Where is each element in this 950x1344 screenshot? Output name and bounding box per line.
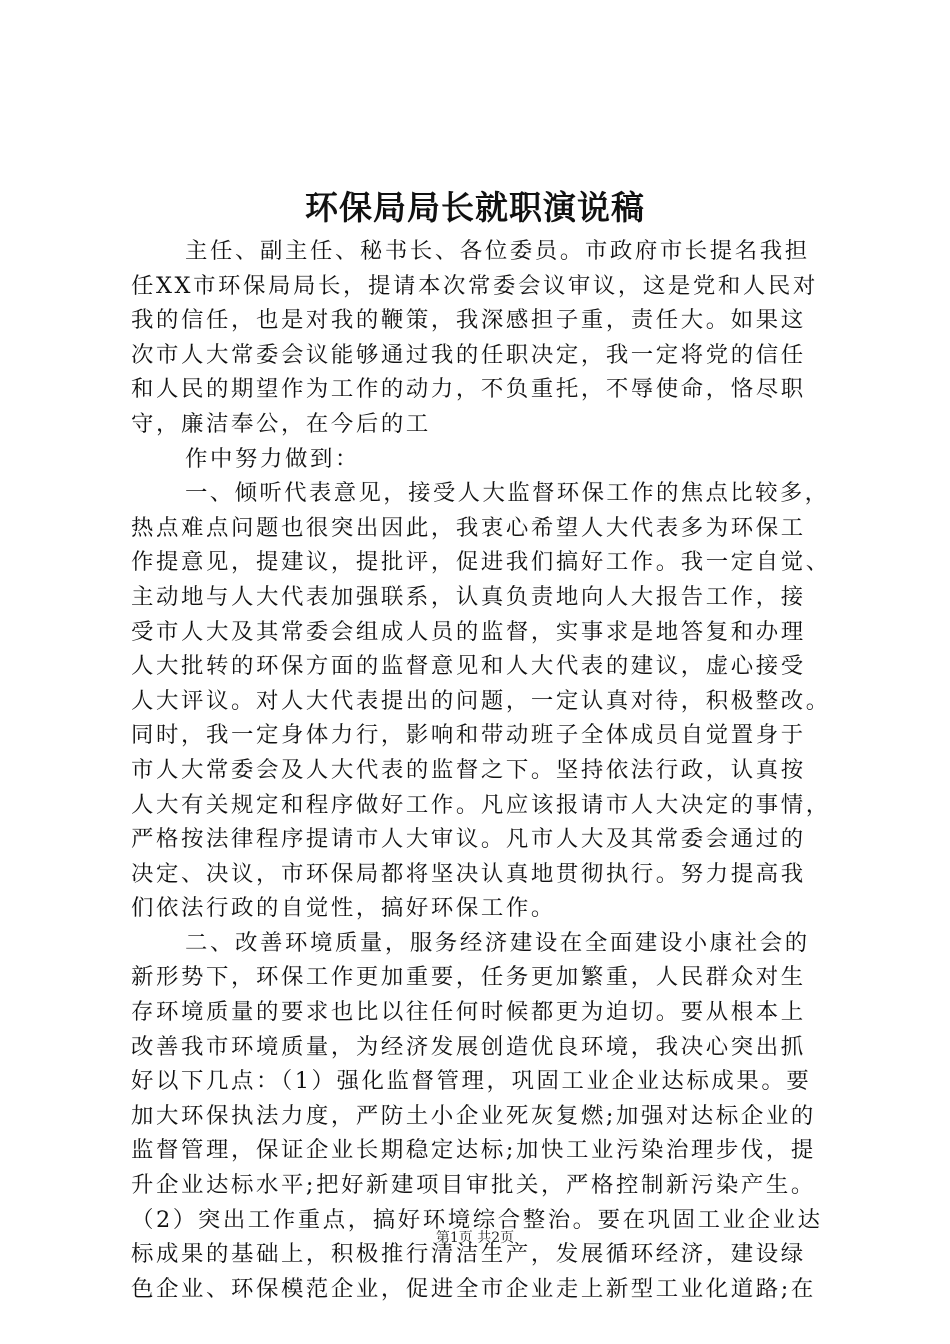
text-line: 人大有关规定和程序做好工作。凡应该报请市人大决定的事情， [131,791,831,818]
text-line: 作提意见，提建议，提批评，促进我们搞好工作。我一定自觉、 [131,549,831,576]
text-line: 和人民的期望作为工作的动力，不负重托，不辱使命，恪尽职 [131,376,806,403]
text-line: 升企业达标水平;把好新建项目审批关，严格控制新污染产生。 [131,1172,816,1199]
text-line: 好以下几点：（1）强化监督管理，巩固工业企业达标成果。要 [131,1068,812,1095]
text-line: 市人大常委会及人大代表的监督之下。坚持依法行政，认真按 [131,756,806,783]
text-line: 人大评议。对人大代表提出的问题，一定认真对待，积极整改。 [131,687,831,714]
text-line: 守，廉洁奉公，在今后的工 [131,410,431,437]
text-line: 色企业、环保模范企业，促进全市企业走上新型工业化道路;在 [131,1275,816,1302]
document-body [131,234,831,1306]
text-line: 次市人大常委会议能够通过我的任职决定，我一定将党的信任 [131,341,806,368]
text-line: 存环境质量的要求也比以往任何时候都更为迫切。要从根本上 [131,999,806,1026]
text-line: 同时，我一定身体力行，影响和带动班子全体成员自觉置身于 [131,722,806,749]
text-line: 主动地与人大代表加强联系，认真负责地向人大报告工作，接 [131,583,806,610]
text-line: 人大批转的环保方面的监督意见和人大代表的建议，虚心接受 [131,653,806,680]
text-line: 主任、副主任、秘书长、各位委员。市政府市长提名我担 [185,238,810,264]
text-line: 标成果的基础上，积极推行清洁生产，发展循环经济，建设绿 [131,1241,806,1268]
page-footer: 第1页 共2页 [435,1230,515,1246]
document-title: 环保局局长就职演说稿 [305,188,645,227]
text-line: 们依法行政的自觉性，搞好环保工作。 [131,895,556,922]
text-line: 作中努力做到： [185,445,360,472]
text-line: 一、倾听代表意见，接受人大监督环保工作的焦点比较多， [185,480,830,507]
text-line: 加大环保执法力度，严防土小企业死灰复燃;加强对达标企业的 [131,1102,816,1129]
text-line: 监督管理，保证企业长期稳定达标;加快工业污染治理步伐，提 [131,1137,816,1164]
text-line: 我的信任，也是对我的鞭策，我深感担子重，责任大。如果这 [131,307,806,334]
text-line: 改善我市环境质量，为经济发展创造优良环境，我决心突出抓 [131,1033,806,1060]
text-line: 热点难点问题也很突出因此，我衷心希望人大代表多为环保工 [131,514,806,541]
text-line: 决定、决议，市环保局都将坚决认真地贯彻执行。努力提高我 [131,860,806,887]
text-line: 新形势下，环保工作更加重要，任务更加繁重，人民群众对生 [131,964,806,991]
text-line: 任XX市环保局局长，提请本次常委会议审议，这是党和人民对 [131,272,818,299]
text-line: 二、改善环境质量，服务经济建设在全面建设小康社会的 [185,929,810,956]
text-line: 严格按法律程序提请市人大审议。凡市人大及其常委会通过的 [131,826,806,853]
text-line: （2）突出工作重点，搞好环境综合整治。要在巩固工业企业达 [131,1206,823,1233]
text-line: 受市人大及其常委会组成人员的监督，实事求是地答复和办理 [131,618,806,645]
